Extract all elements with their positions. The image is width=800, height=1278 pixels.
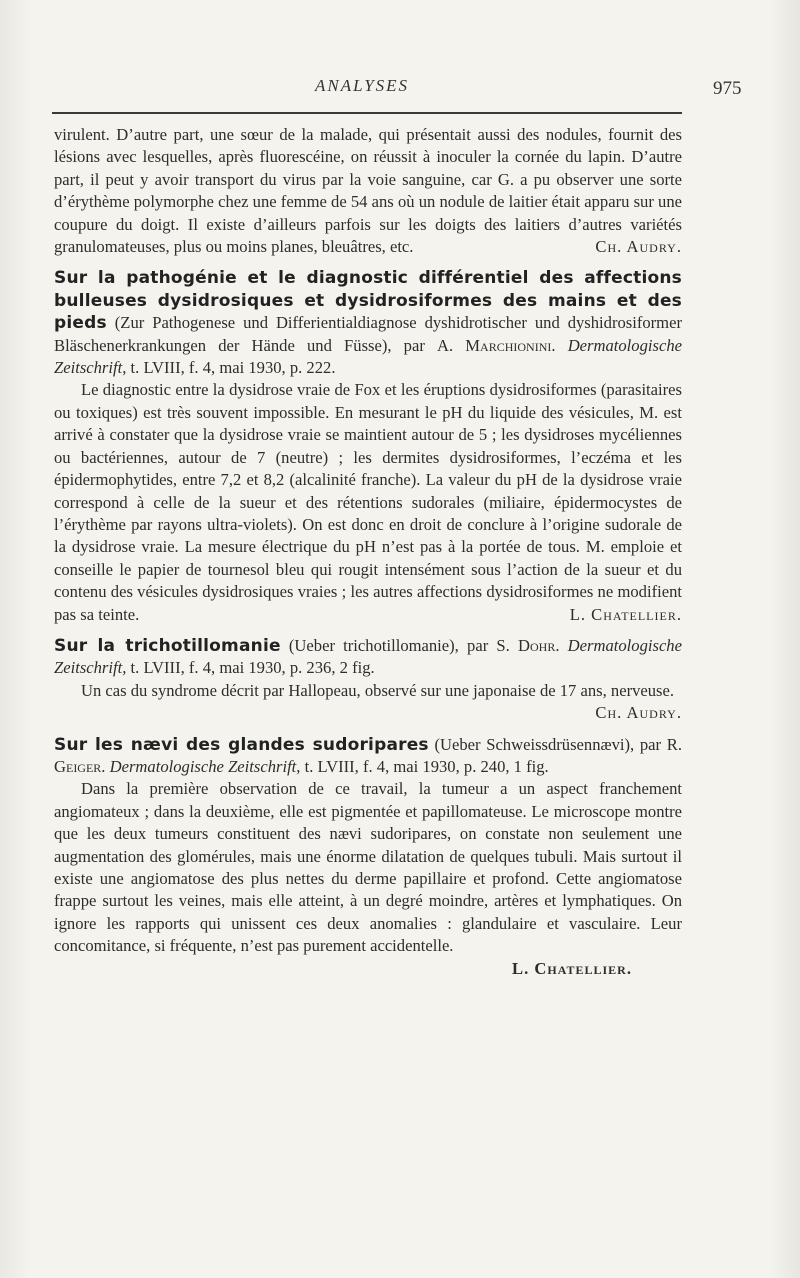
review-journal: Dermatologische Zeitschrift, bbox=[109, 756, 301, 776]
review-author: S. Dohr. bbox=[496, 635, 560, 655]
review-author: A. Marchionini. bbox=[437, 335, 556, 355]
review-signature: Ch. Audry. bbox=[595, 703, 682, 723]
review-signature: Ch. Audry. bbox=[595, 237, 682, 257]
review-heading bbox=[54, 267, 682, 379]
review-entry bbox=[54, 267, 682, 626]
review-signature: L. Chatellier. bbox=[512, 958, 632, 978]
review-text bbox=[54, 778, 682, 957]
spacer bbox=[54, 725, 682, 734]
review-original-title: (Ueber trichotillomanie), par bbox=[288, 635, 489, 655]
review-entry bbox=[54, 734, 682, 980]
review-entry bbox=[54, 635, 682, 725]
review-citation: t. LVIII, f. 4, mai 1930, p. 236, 2 fig. bbox=[130, 658, 375, 678]
review-paragraph: Un cas du syndrome décrit par Hallopeau, observé sur une japonaise de 17 ans, nerveuse. bbox=[81, 680, 675, 700]
review-paragraph: Le diagnostic entre la dysidrose vraie de Fox et les éruptions dysidrosiformes (parasitaires ou toxiques) est très souvent impossible. En mesurant le pH du liquide des vésicules, M. est arrivé à constater que la dysidrose vraie se maintient autour de 5 ; les dysidroses mycéliennes ou bactériennes, autour de 7 (neutre) ; les dermites dysidrosiformes, l’eczéma et les épidermophytides, entre 7,2 et 8,2 (alcalinité franche). La valeur du pH de la dysidrose vraie correspond à celle de la sueur et des rétentions sudorales (miliaire, épidermocystes de l’érythème par rayons ultra-violets). On est donc en droit de conclure à l’origine sudorale de la dysidrose vraie. La mesure électrique du pH n’est pas à la portée de tous. M. emploie et conseille le papier de tournesol bleu qui rougit intensément sous l’action de la sueur et du contenu des vésicules dysidrosiques vraies ; les autres affections dysidrosiformes ne modifient pas sa teinte. bbox=[54, 380, 682, 624]
review-paragraph: virulent. D’autre part, une sœur de la malade, qui présentait aussi des nodules, fournit des lésions avec lesquelles, après fluorescéine, on réussit à inoculer la cornée du lapin. D’autre part, il peut y avoir transport du virus par la voie sanguine, car G. a pu observer une sorte d’érythème polymorphe chez une femme de 54 ans où un nodule de laitier était apparu sur une coupure du doigt. Il existe d’ailleurs parfois sur les doigts des laitiers d’autres variétés granulomateuses, plus ou moins planes, bleuâtres, etc. bbox=[54, 125, 682, 257]
review-journal: Dermatologische Zeitschrift, bbox=[54, 635, 682, 678]
running-head bbox=[0, 76, 800, 102]
review-text bbox=[54, 680, 682, 725]
review-text bbox=[54, 124, 682, 258]
page-number: 975 bbox=[713, 78, 742, 99]
review-title: Sur les nævi des glandes sudoripares bbox=[54, 734, 429, 755]
review-citation: t. LVIII, f. 4, mai 1930, p. 240, 1 fig. bbox=[304, 756, 549, 776]
review-heading bbox=[54, 734, 682, 779]
review-continuation bbox=[54, 124, 682, 258]
header-rule bbox=[52, 112, 682, 114]
review-citation: t. LVIII, f. 4, mai 1930, p. 222. bbox=[130, 358, 336, 378]
article-body bbox=[54, 124, 682, 980]
review-title: Sur la trichotillomanie bbox=[54, 635, 281, 656]
spacer bbox=[54, 258, 682, 267]
spacer bbox=[54, 626, 682, 635]
review-original-title: (Zur Pathogenese und Differientialdiagnose dyshidrotischer und dyshidrosiformer Bläschenerkrankungen der Hände und Füsse), par bbox=[54, 313, 682, 355]
review-signature: L. Chatellier. bbox=[569, 604, 682, 624]
review-heading bbox=[54, 635, 682, 680]
review-text bbox=[54, 379, 682, 625]
review-original-title: (Ueber Schweissdrüsennævi), par bbox=[434, 734, 662, 754]
review-title: Sur la pathogénie et le diagnostic différentiel des affections bulleuses dysidrosiques et dysidrosiformes des mains et des pieds bbox=[54, 268, 682, 334]
review-author: R. Geiger. bbox=[54, 734, 682, 776]
review-journal: Dermatologische Zeitschrift, bbox=[54, 335, 682, 378]
review-paragraph: Dans la première observation de ce travail, la tumeur a un aspect franchement angiomateux ; dans la deuxième, elle est pigmentée et papillomateuse. Le microscope montre que les deux tumeurs constituent des nævi sudoripares, on constate non seulement une augmentation des glomérules, mais une énorme dilatation de quelques tubuli. Mais surtout il existe une angiomatose des plus nettes du derme papillaire et profond. Cette angiomatose frappe surtout les veines, mais elle atteint, à un degré moindre, artères et lymphatiques. On ignore les rapports qui unissent ces deux anomalies : glandulaire et vasculaire. Leur concomitance, si fréquente, n’est pas purement accidentelle. bbox=[54, 779, 682, 956]
running-title: ANALYSES bbox=[315, 76, 410, 95]
